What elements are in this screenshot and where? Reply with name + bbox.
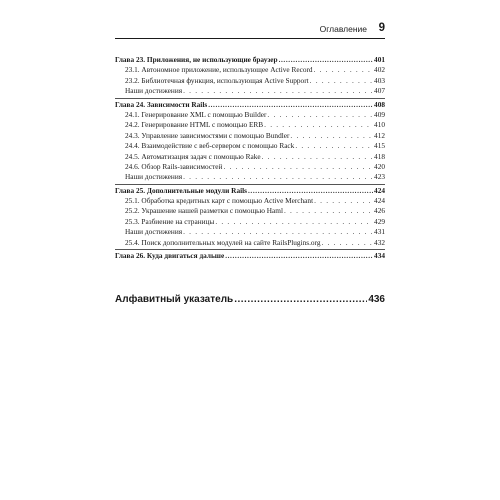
- table-of-contents: [115, 55, 385, 263]
- dot-leader: [290, 131, 373, 141]
- toc-section-entry-page: 412: [374, 130, 385, 140]
- dot-leader: [267, 110, 373, 120]
- toc-chapter-entry[interactable]: [115, 100, 385, 110]
- toc-section-entry-page: 424: [374, 196, 385, 206]
- toc-section-entry[interactable]: [115, 172, 385, 182]
- toc-section-entry[interactable]: [115, 120, 385, 130]
- toc-section-entry-title: 25.1. Обработка кредитных карт с помощью Active Merchant: [125, 196, 314, 206]
- toc-section-entry-page: 409: [374, 109, 385, 119]
- toc-section-entry-page: 431: [374, 227, 385, 237]
- toc-section-entry[interactable]: [115, 152, 385, 162]
- toc-chapter-entry[interactable]: [115, 55, 385, 65]
- toc-section-entry-page: 432: [374, 237, 385, 247]
- toc-chapter-block: [115, 186, 385, 250]
- index-title: Алфавитный указатель: [115, 294, 234, 305]
- toc-chapter-entry-page: 434: [374, 251, 385, 261]
- toc-chapter-entry-page: 401: [374, 55, 385, 64]
- dot-leader: [314, 196, 373, 206]
- dot-leader: [310, 76, 373, 86]
- toc-chapter-entry-title: Глава 23. Приложения, не использующие браузер: [115, 55, 278, 64]
- dot-leader: [295, 141, 373, 151]
- toc-section-entry-page: 423: [374, 172, 385, 182]
- toc-section-entry[interactable]: [115, 206, 385, 216]
- toc-section-entry-page: 410: [374, 120, 385, 130]
- dot-leader: [248, 186, 373, 196]
- toc-section-entry-page: 403: [374, 75, 385, 85]
- dot-leader: [183, 172, 373, 182]
- toc-section-entry-page: 426: [374, 206, 385, 216]
- dot-leader: [314, 65, 374, 75]
- dot-leader: [215, 217, 373, 227]
- toc-chapter-block: [115, 100, 385, 185]
- toc-section-entry-title: 23.1. Автономное приложение, использующее Active Record: [125, 65, 313, 75]
- toc-section-entry[interactable]: [115, 162, 385, 172]
- toc-chapter-block: [115, 251, 385, 262]
- toc-section-entry[interactable]: [115, 196, 385, 206]
- toc-chapter-entry-page: 424: [374, 185, 385, 195]
- toc-section-entry[interactable]: [115, 110, 385, 120]
- toc-section-entry[interactable]: [115, 65, 385, 75]
- toc-section-entry[interactable]: [115, 131, 385, 141]
- toc-section-entry[interactable]: [115, 141, 385, 151]
- toc-chapter-entry[interactable]: [115, 186, 385, 196]
- toc-section-entry-title: 24.2. Генерирование HTML с помощью ERB: [125, 120, 264, 130]
- toc-section-entry-title: 24.3. Управление зависимостями с помощью Bundler: [125, 130, 290, 140]
- dot-leader: [225, 251, 373, 261]
- toc-section-entry-title: 25.4. Поиск дополнительных модулей на сайте RailsPlugins.org: [125, 237, 321, 247]
- toc-section-entry[interactable]: [115, 217, 385, 227]
- toc-section-entry[interactable]: [115, 238, 385, 248]
- dot-leader: [183, 86, 373, 96]
- toc-chapter-entry-title: Глава 24. Зависимости Rails: [115, 99, 208, 109]
- header-page-number: 9: [378, 22, 385, 34]
- toc-chapter-entry-title: Глава 26. Куда двигаться дальше: [115, 251, 225, 261]
- toc-section-entry-page: 407: [374, 86, 385, 96]
- toc-chapter-entry-title: Глава 25. Дополнительные модули Rails: [115, 185, 247, 195]
- toc-chapter-entry[interactable]: [115, 251, 385, 261]
- dot-leader: [208, 100, 373, 110]
- toc-section-entry-title: 24.5. Автоматизация задач с помощью Rake: [125, 151, 261, 161]
- toc-section-entry-page: 415: [374, 141, 385, 151]
- toc-section-entry-title: Наши достижения: [125, 172, 183, 182]
- toc-section-entry[interactable]: [115, 76, 385, 86]
- toc-section-entry-page: 418: [374, 151, 385, 161]
- toc-section-entry-title: 24.6. Обзор Rails-зависимостей: [125, 161, 223, 171]
- toc-section-entry-title: 25.3. Разбиение на страницы: [125, 216, 215, 226]
- dot-leader: [183, 227, 373, 237]
- dot-leader: [262, 152, 373, 162]
- index-page: 436: [368, 294, 385, 305]
- toc-section-entry-page: 420: [374, 161, 385, 171]
- toc-section-entry-title: 23.2. Библиотечная функция, использующая Active Support: [125, 75, 309, 85]
- toc-section-entry[interactable]: [115, 227, 385, 237]
- dot-leader: [284, 206, 373, 216]
- dot-leader: [234, 294, 367, 305]
- toc-section-entry-page: 429: [374, 216, 385, 226]
- toc-section-entry-title: 25.2. Украшение нашей разметки с помощью Haml: [125, 206, 283, 216]
- toc-section-entry-title: 24.1. Генерирование XML с помощью Builder: [125, 109, 267, 119]
- toc-section-entry-page: 402: [374, 65, 385, 75]
- toc-index-entry[interactable]: [115, 294, 385, 305]
- header-title: Оглавление: [319, 24, 367, 34]
- running-header: [115, 24, 385, 39]
- dot-leader: [223, 162, 373, 172]
- toc-chapter-block: [115, 55, 385, 99]
- toc-section-entry-title: Наши достижения: [125, 227, 183, 237]
- dot-leader: [264, 120, 373, 130]
- toc-section-entry[interactable]: [115, 86, 385, 96]
- dot-leader: [279, 55, 373, 65]
- toc-section-entry-title: 24.4. Взаимодействие с веб-сервером с помощью Rack: [125, 141, 295, 151]
- toc-chapter-entry-page: 408: [374, 99, 385, 109]
- toc-section-entry-title: Наши достижения: [125, 86, 183, 96]
- dot-leader: [322, 238, 374, 248]
